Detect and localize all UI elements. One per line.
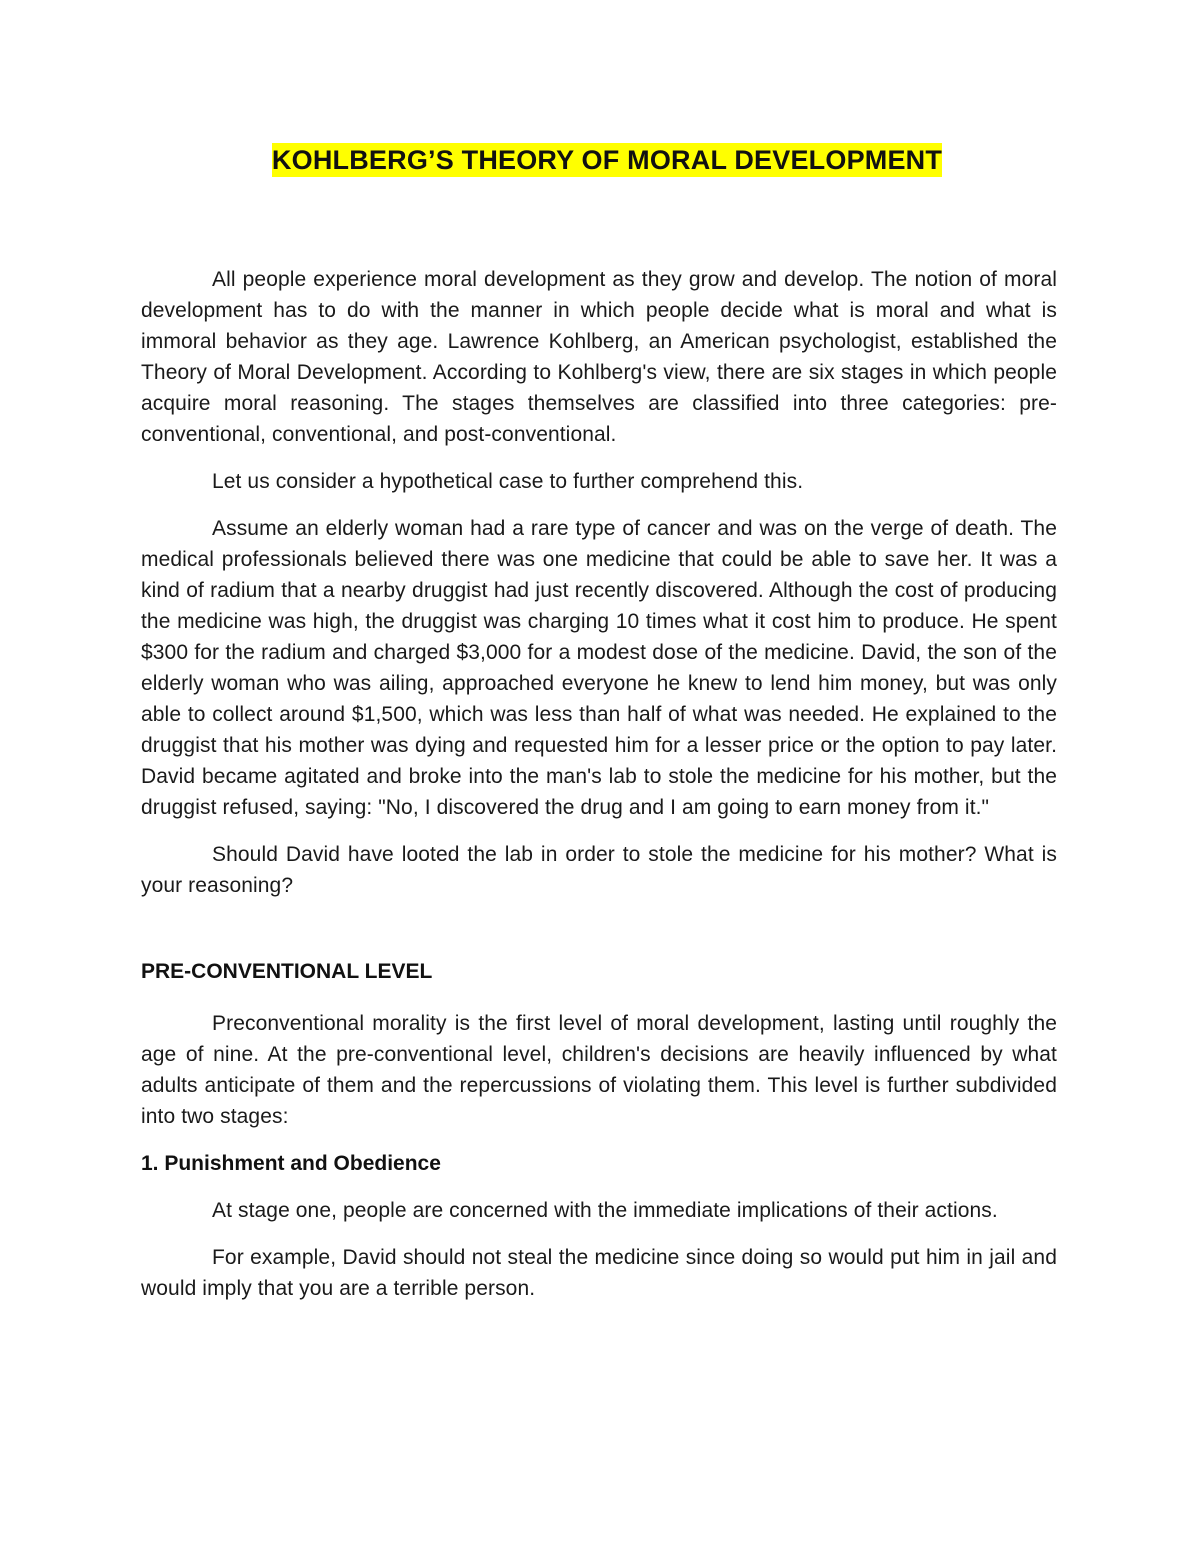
section-heading: PRE-CONVENTIONAL LEVEL xyxy=(141,960,433,983)
stage-paragraph-1: At stage one, people are concerned with the immediate implications of their actions. xyxy=(212,1199,998,1222)
document-body xyxy=(141,140,1057,1320)
intro-paragraph-4: Should David have looted the lab in order to stole the medicine for his mother? What is your reasoning? xyxy=(141,843,1057,897)
section-paragraph: Preconventional morality is the first level of moral development, lasting until roughly the age of nine. At the pre-conventional level, children's decisions are heavily influenced by what adults anticipate of them and the repercussions of violating them. This level is further subdivided into two stages: xyxy=(141,1012,1057,1128)
stage-heading: 1. Punishment and Obedience xyxy=(141,1152,441,1175)
intro-paragraph-1: All people experience moral development as they grow and develop. The notion of moral development has to do with the manner in which people decide what is moral and what is immoral behavior as they age. Lawrence Kohlberg, an American psychologist, established the Theory of Moral Development. According to Kohlberg's view, there are six stages in which people acquire moral reasoning. The stages themselves are classified into three categories: pre-conventional, conventional, and post-conventional. xyxy=(141,268,1057,446)
intro-paragraph-3: Assume an elderly woman had a rare type of cancer and was on the verge of death. The medical professionals believed there was one medicine that could be able to save her. It was a kind of radium that a nearby druggist had just recently discovered. Although the cost of producing the medicine was high, the druggist was charging 10 times what it cost him to produce. He spent $300 for the radium and charged $3,000 for a modest dose of the medicine. David, the son of the elderly woman who was ailing, approached everyone he knew to lend him money, but was only able to collect around $1,500, which was less than half of what was needed. He explained to the druggist that his mother was dying and requested him for a lesser price or the option to pay later. David became agitated and broke into the man's lab to stole the medicine for his mother, but the druggist refused, saying: "No, I discovered the drug and I am going to earn money from it." xyxy=(141,517,1057,819)
document-title: KOHLBERG’S THEORY OF MORAL DEVELOPMENT xyxy=(271,145,943,175)
title-block xyxy=(141,140,1057,185)
intro-paragraph-2: Let us consider a hypothetical case to further comprehend this. xyxy=(212,470,804,493)
stage-paragraph-2: For example, David should not steal the medicine since doing so would put him in jail and would imply that you are a terrible person. xyxy=(141,1246,1057,1300)
